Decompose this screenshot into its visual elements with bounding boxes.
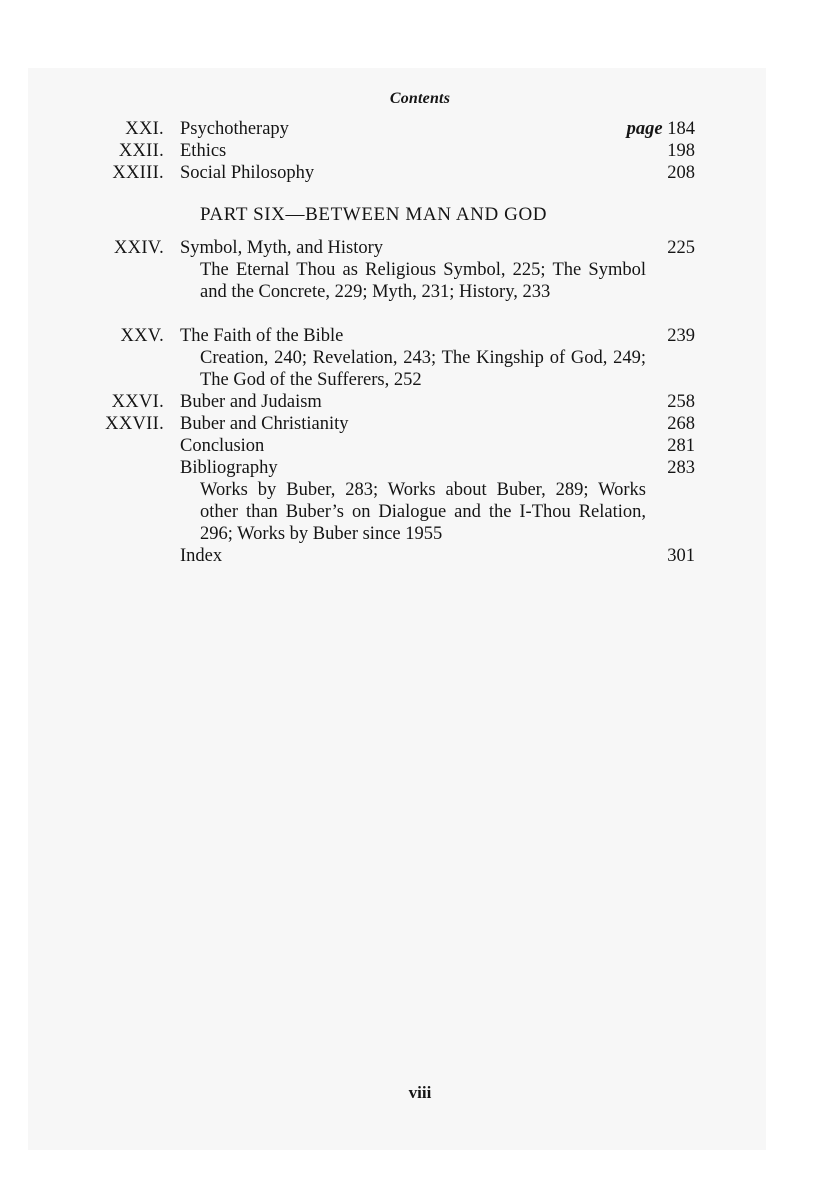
chapter-page: 301 [667, 546, 695, 566]
part-title: PART SIX—BETWEEN MAN AND GOD [200, 204, 548, 225]
chapter-page: 258 [667, 392, 695, 412]
chapter-sections: Works by Buber, 283; Works about Buber, 289; Works other than Buber’s on Dialogue and the I-Thou Relation, 296; Works by Buber since 1955 [200, 480, 646, 544]
chapter-page: 239 [667, 326, 695, 346]
chapter-number: XXVI. [111, 392, 164, 412]
chapter-number: XXIV. [114, 238, 164, 258]
chapter-page: 225 [667, 238, 695, 258]
chapter-page: 283 [667, 458, 695, 478]
chapter-title: Index [180, 546, 223, 566]
chapter-title: Social Philosophy [180, 163, 315, 183]
chapter-sections: Creation, 240; Revelation, 243; The Kingship of God, 249; The God of the Sufferers, 252 [200, 348, 646, 390]
chapter-number: XXI. [125, 119, 164, 139]
chapter-title: Symbol, Myth, and History [180, 238, 383, 258]
chapter-page: 281 [667, 436, 695, 456]
page-label: page [626, 119, 663, 139]
chapter-page: 208 [667, 163, 695, 183]
chapter-page [627, 118, 695, 140]
chapter-sections: The Eternal Thou as Religious Symbol, 225; The Symbol and the Concrete, 229; Myth, 231; History, 233 [200, 260, 646, 302]
chapter-title: Conclusion [180, 436, 265, 456]
chapter-number: XXVII. [105, 414, 164, 434]
chapter-title: Ethics [180, 141, 227, 161]
page-folio: viii [408, 1083, 432, 1102]
page-number: 184 [667, 119, 695, 139]
chapter-number: XXV. [120, 326, 164, 346]
chapter-title: Bibliography [180, 458, 278, 478]
chapter-title: Psychotherapy [180, 119, 289, 139]
page-background [28, 68, 766, 1150]
chapter-number: XXIII. [112, 163, 164, 183]
chapter-page: 268 [667, 414, 695, 434]
chapter-title: The Faith of the Bible [180, 326, 344, 346]
chapter-number: XXII. [118, 141, 164, 161]
contents-heading: Contents [389, 90, 451, 107]
chapter-page: 198 [667, 141, 695, 161]
chapter-title: Buber and Judaism [180, 392, 322, 412]
chapter-title: Buber and Christianity [180, 414, 349, 434]
